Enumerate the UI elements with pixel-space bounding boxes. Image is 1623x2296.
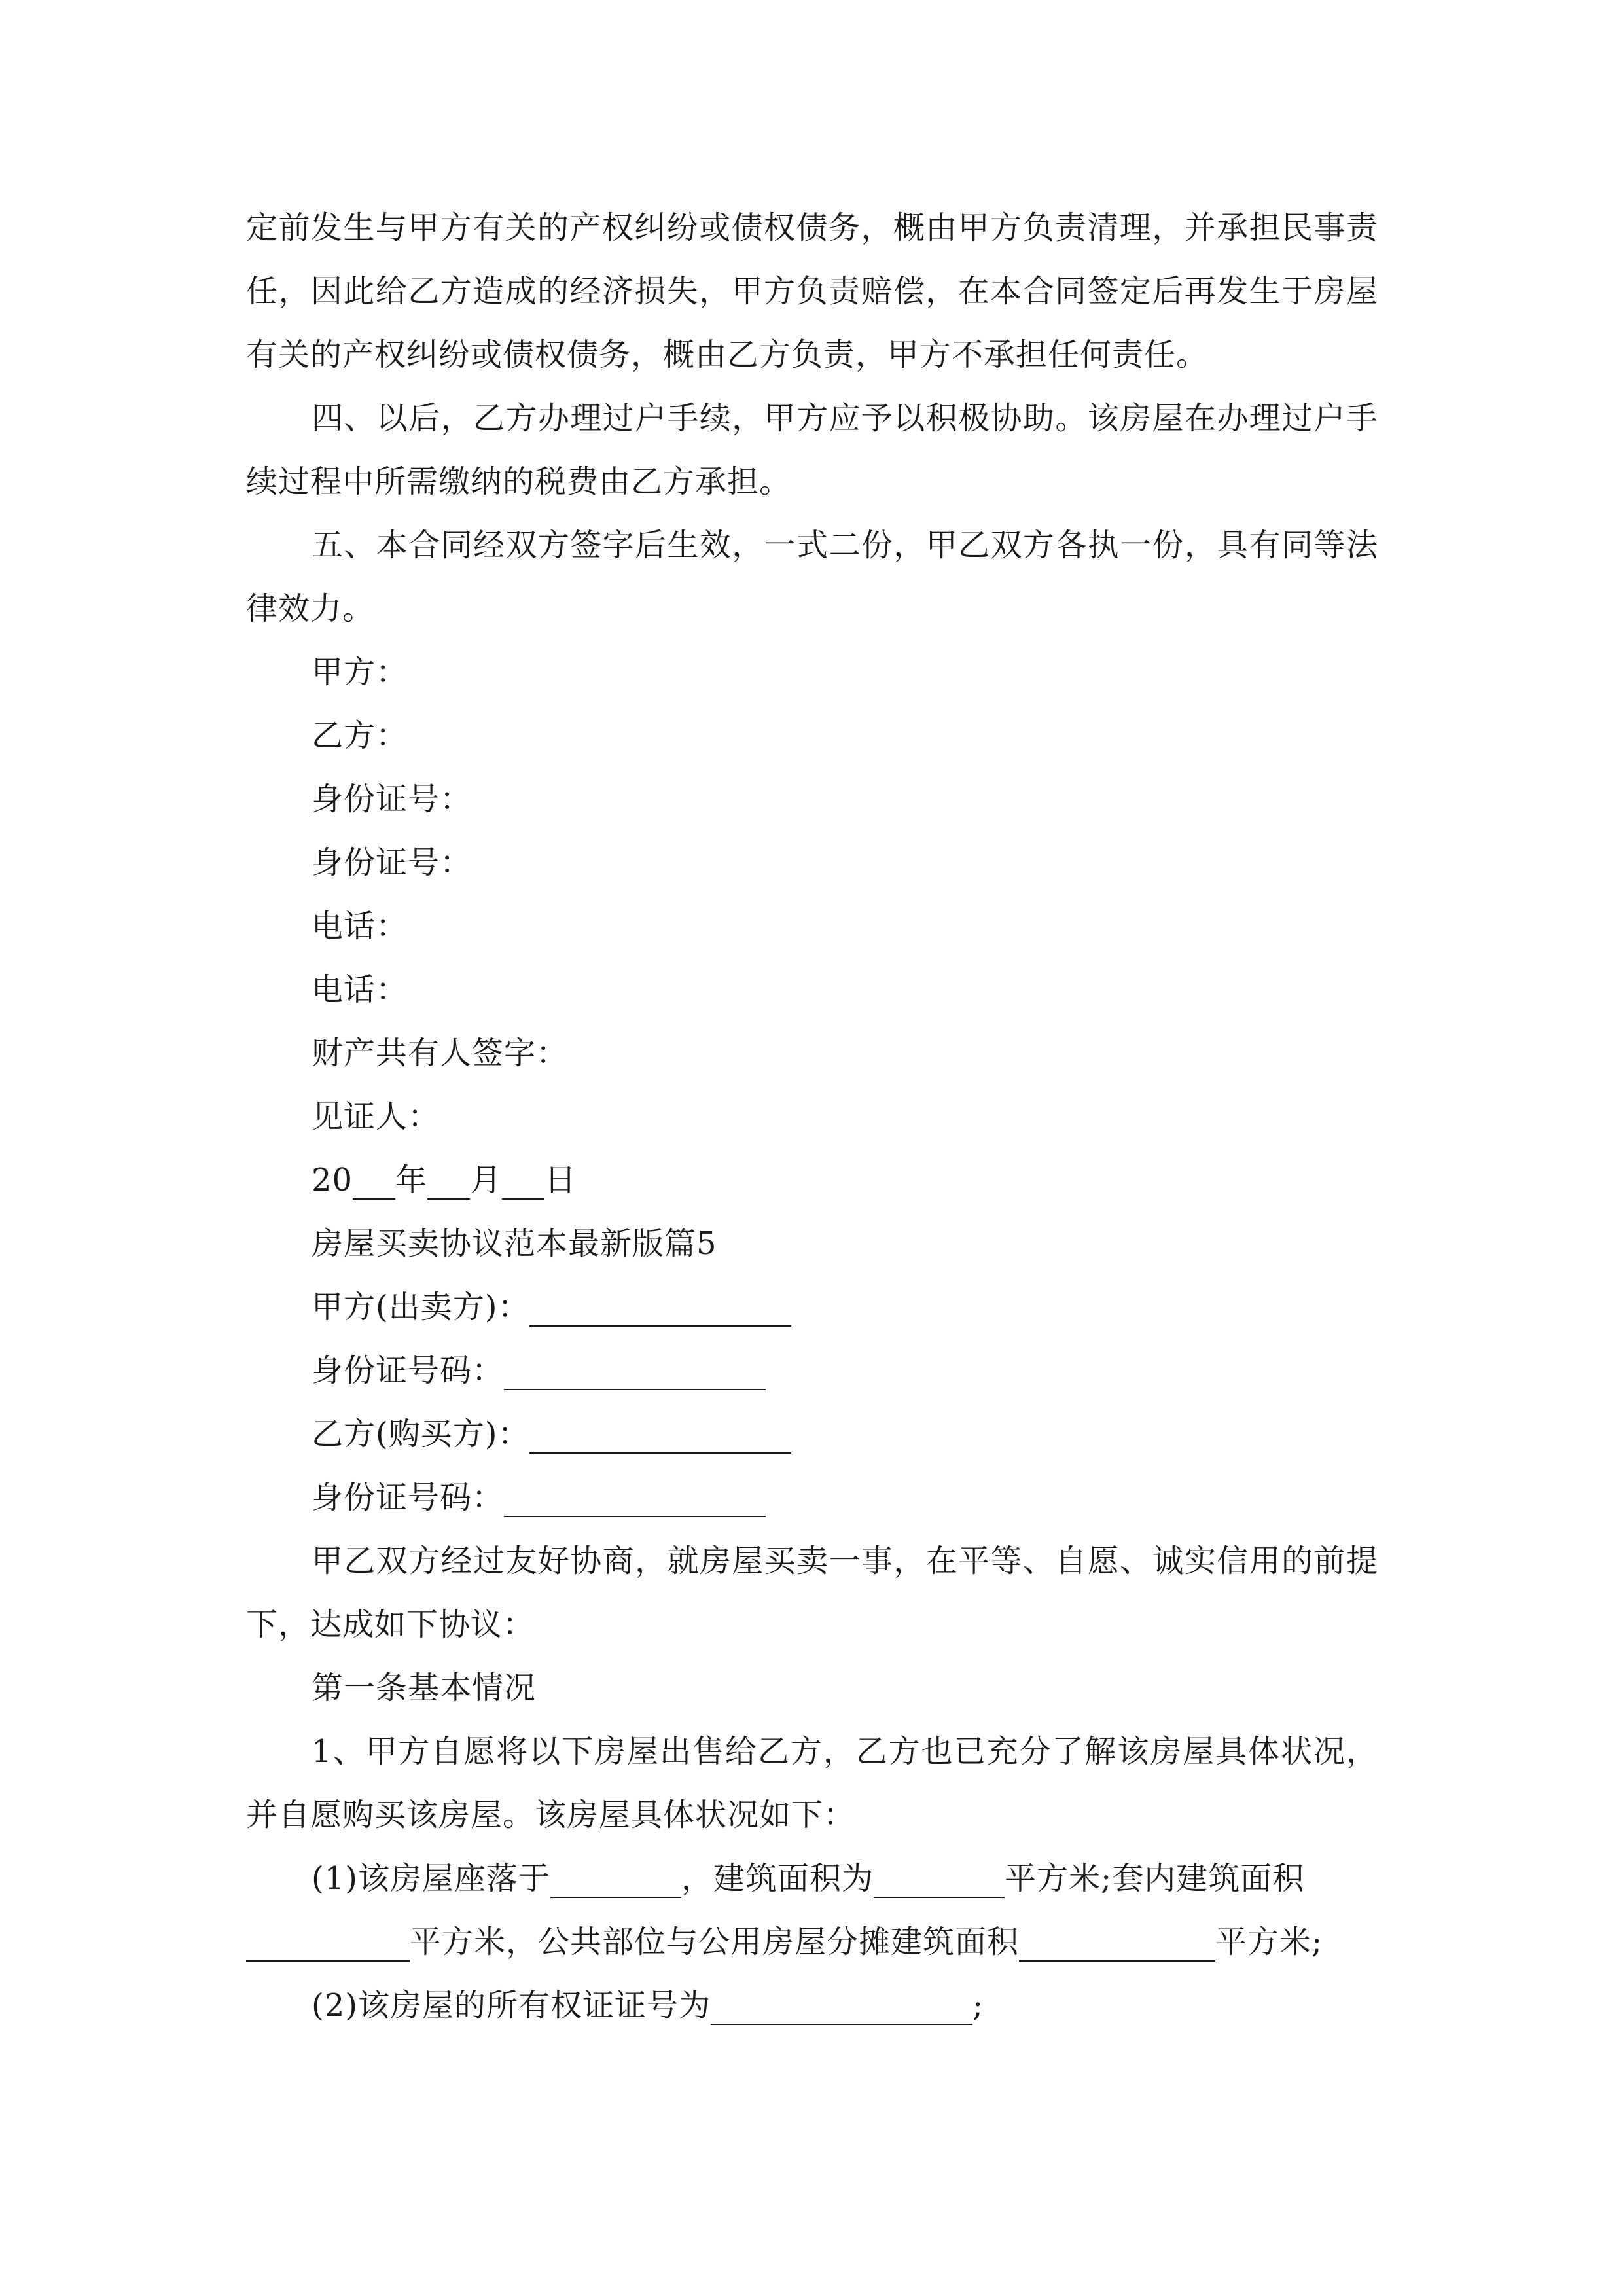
item-1-cont-line: [246, 1910, 1378, 1974]
seller-line: [246, 1276, 1378, 1339]
paragraph-line: 五、本合同经双方签字后生效，一式二份，甲乙双方各执一份，具有同等法: [312, 527, 1378, 564]
buyer-id-line: [246, 1466, 1378, 1530]
paragraph-line: 1、甲方自愿将以下房屋出售给乙方，乙方也已充分了解该房屋具体状况，: [312, 1733, 1378, 1770]
paragraph-line: 四、以后，乙方办理过户手续，甲方应予以积极协助。该房屋在办理过户手: [312, 400, 1378, 437]
co-owner-signature-label: 财产共有人签字：: [312, 1035, 569, 1071]
paragraph-line: 律效力。: [246, 590, 375, 627]
seller-id-blank: [504, 1351, 766, 1390]
item-1-text: 平方米，公共部位与公用房屋分摊建筑面积: [410, 1924, 1020, 1960]
paragraph-line: 下，达成如下协议：: [246, 1606, 535, 1643]
date-blank: [502, 1160, 544, 1200]
buyer-blank: [529, 1414, 791, 1454]
article-heading: 第一条基本情况: [312, 1670, 537, 1706]
item-2-text: ;: [972, 1987, 984, 2024]
phone-label: 电话：: [312, 971, 408, 1008]
date-day: 日: [544, 1162, 577, 1198]
date-line: [246, 1149, 1378, 1212]
location-blank: [550, 1859, 681, 1898]
seller-id-label: 身份证号码：: [312, 1352, 505, 1389]
party-a-label: 甲方：: [312, 654, 408, 691]
paragraph-line: 续过程中所需缴纳的税费由乙方承担。: [246, 463, 792, 500]
seller-id-line: [246, 1339, 1378, 1403]
phone-label: 电话：: [312, 908, 408, 944]
paragraph-line: 定前发生与甲方有关的产权纠纷或债权债务，概由甲方负责清理，并承担民事责: [246, 209, 1378, 246]
certificate-number-blank: [711, 1986, 972, 2025]
seller-blank: [529, 1287, 791, 1327]
item-2-text: (2)该房屋的所有权证证号为: [312, 1987, 711, 2024]
date-prefix: 20: [312, 1162, 353, 1198]
item-1-text: ，建筑面积为: [681, 1860, 874, 1897]
item-2-line: [246, 1974, 1378, 2037]
date-year: 年: [395, 1162, 428, 1198]
buyer-id-label: 身份证号码：: [312, 1479, 505, 1516]
id-number-label: 身份证号：: [312, 781, 473, 817]
item-1-text: 平方米;: [1215, 1924, 1323, 1960]
item-1-text: 平方米;套内建筑面积: [1005, 1860, 1305, 1897]
seller-label: 甲方(出卖方)：: [312, 1289, 530, 1325]
item-1-line: [246, 1847, 1378, 1910]
date-month: 月: [470, 1162, 503, 1198]
paragraph-line: 任，因此给乙方造成的经济损失，甲方负责赔偿，在本合同签定后再发生于房屋: [246, 273, 1378, 310]
paragraph-line: 甲乙双方经过友好协商，就房屋买卖一事，在平等、自愿、诚实信用的前提: [312, 1543, 1378, 1579]
buyer-id-blank: [504, 1478, 766, 1517]
area-blank: [874, 1859, 1005, 1898]
document-body: [246, 196, 1378, 2037]
witness-label: 见证人：: [312, 1098, 440, 1135]
item-1-text: (1)该房屋座落于: [312, 1860, 550, 1897]
party-b-label: 乙方：: [312, 717, 408, 754]
paragraph-line: 并自愿购买该房屋。该房屋具体状况如下：: [246, 1797, 856, 1833]
date-blank: [353, 1160, 395, 1200]
date-blank: [427, 1160, 470, 1200]
id-number-label: 身份证号：: [312, 844, 473, 881]
buyer-label: 乙方(购买方)：: [312, 1416, 530, 1452]
paragraph-line: 有关的产权纠纷或债权债务，概由乙方负责，甲方不承担任何责任。: [246, 336, 1209, 373]
section-title: 房屋买卖协议范本最新版篇5: [312, 1225, 717, 1262]
inner-area-blank: [246, 1922, 410, 1962]
shared-area-blank: [1019, 1922, 1215, 1962]
buyer-line: [246, 1403, 1378, 1466]
